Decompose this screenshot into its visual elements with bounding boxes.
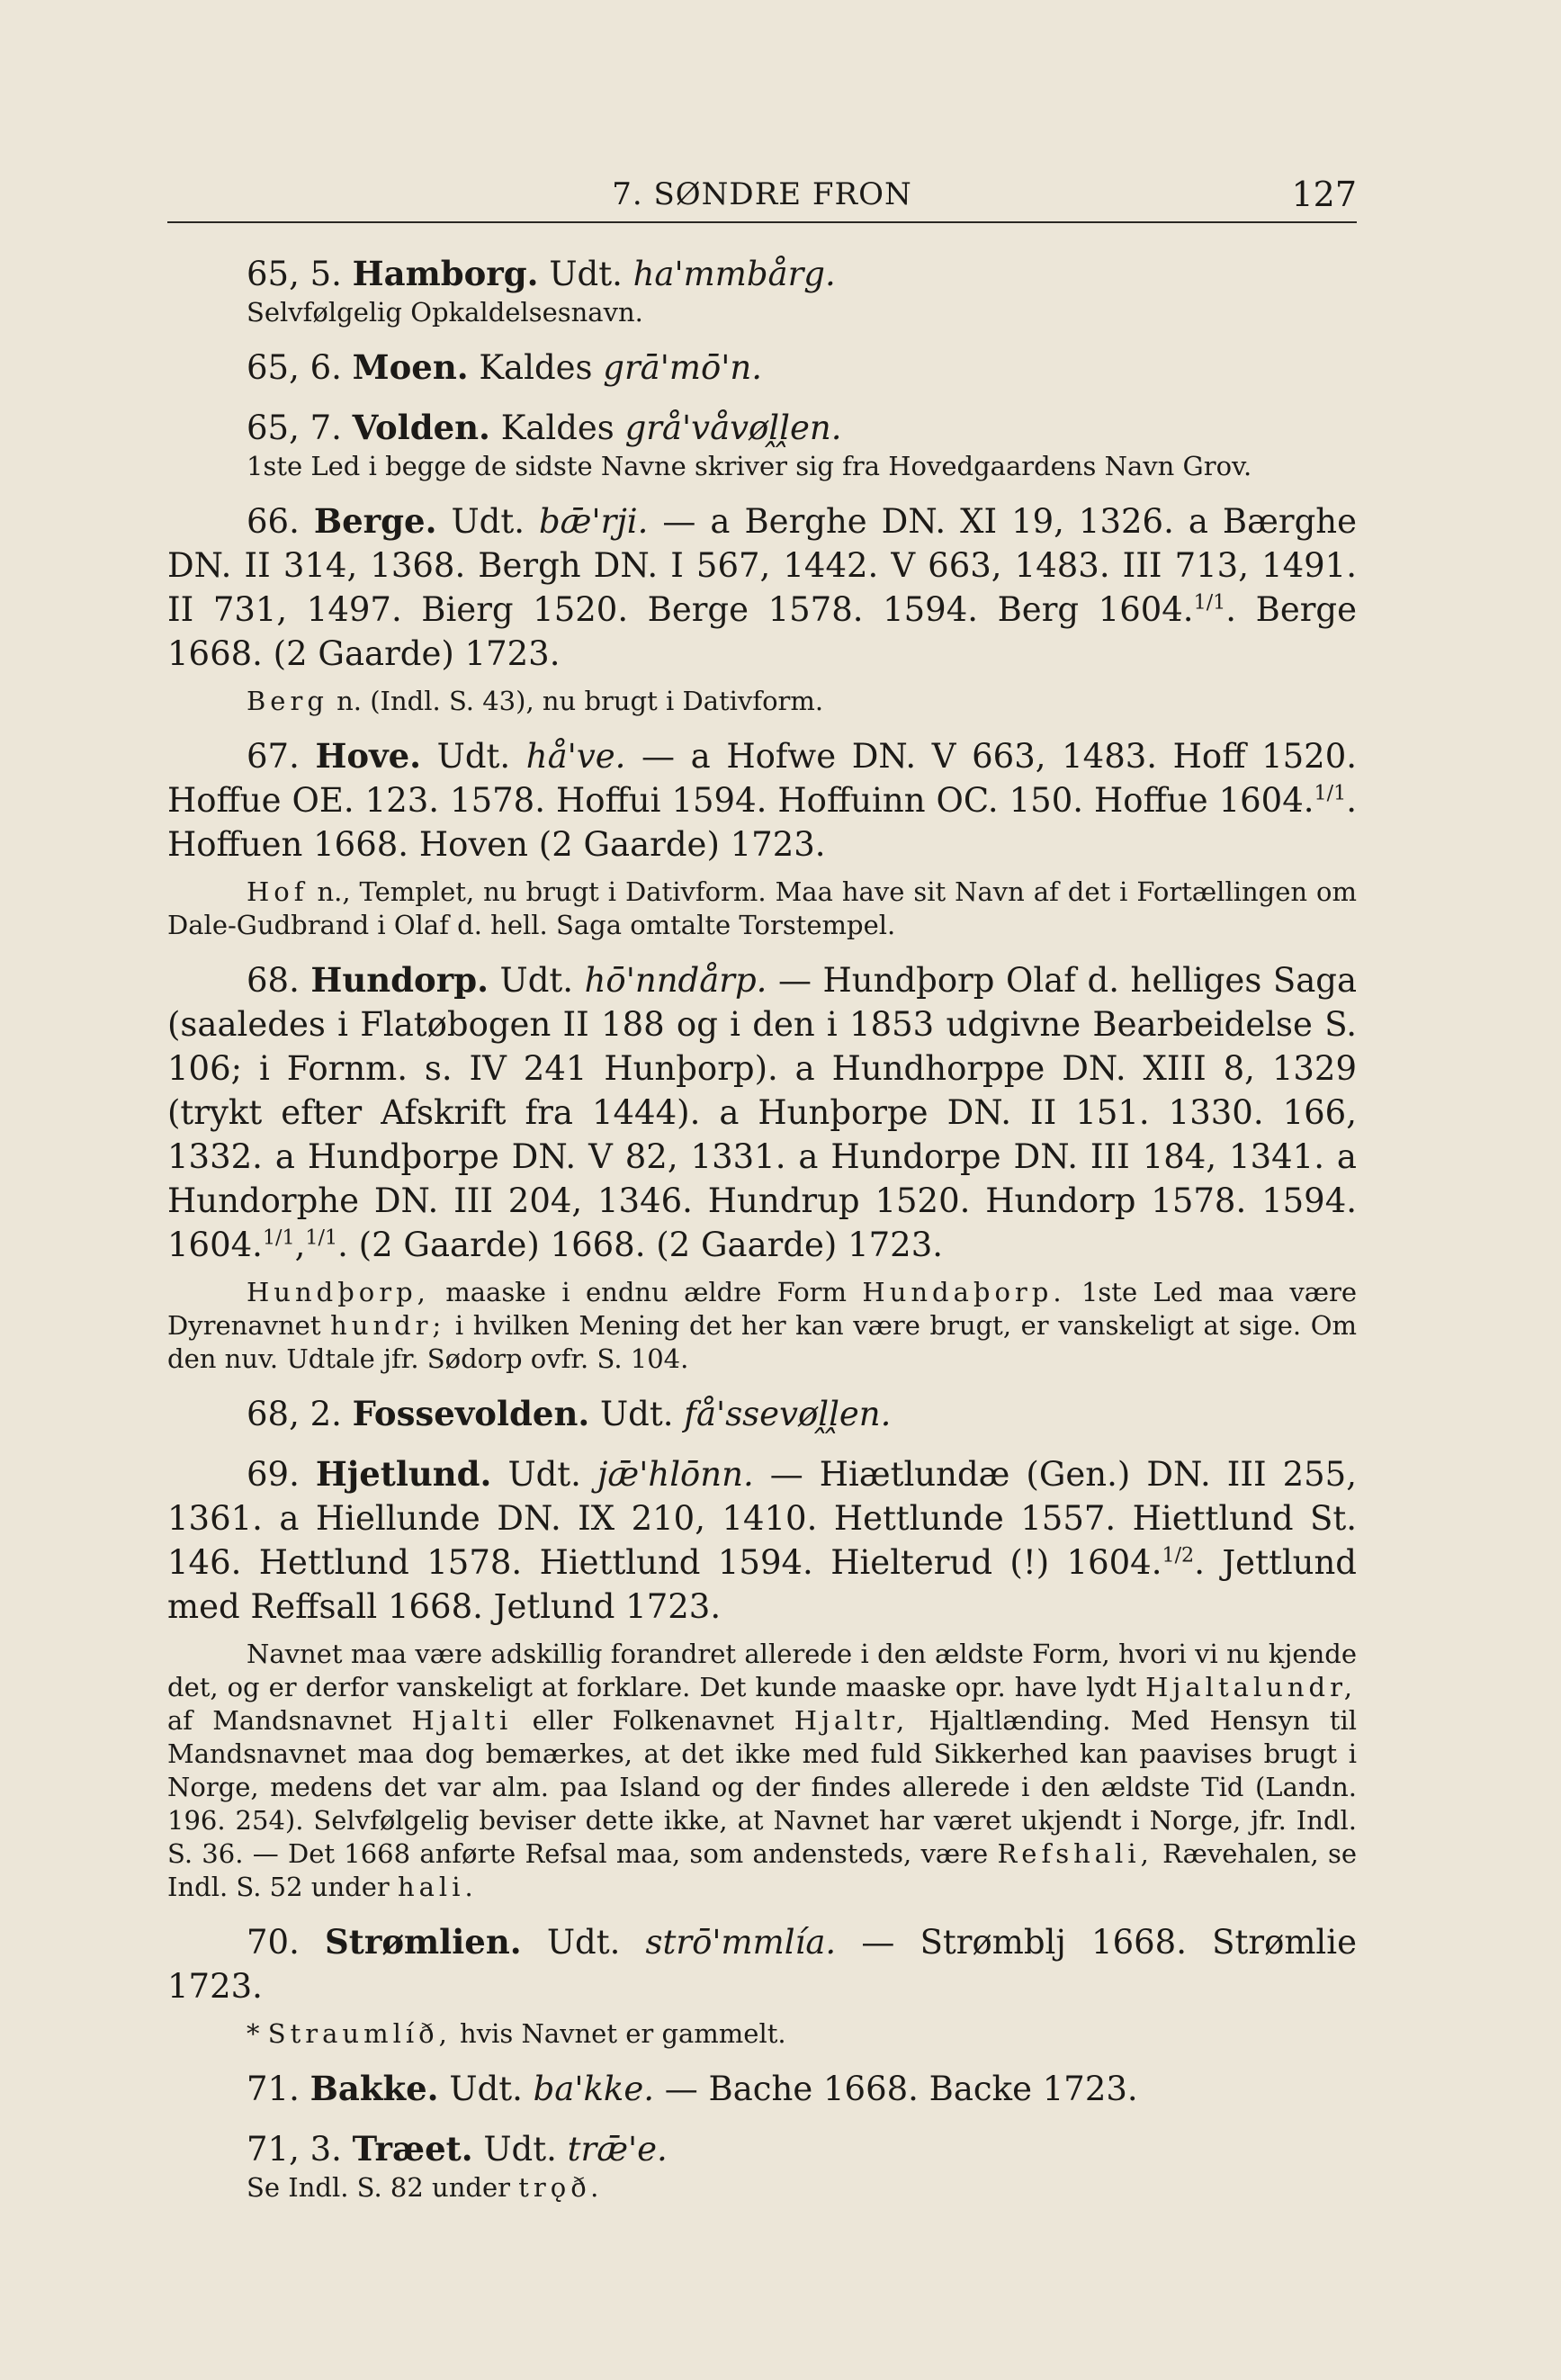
note-text: i hvilken Mening det her kan være brugt, er vanskeligt at sige. Om den nuv. Udtale jfr. Sødorp ovfr. S. 104. [167,1310,1357,1374]
entry-note [167,2171,1357,2205]
entry-name: Moen. [352,347,469,387]
entry-name: Bakke. [310,2069,439,2108]
entry-number: 65, 5. [247,255,342,293]
fraction: 1/1 [1314,781,1347,805]
spaced-term: Hundþorp, [247,1277,430,1307]
note-text: n., Templet, nu brugt i Dativform. Maa have sit Navn af det i Fortællingen om Dale-Gudbrand i Olaf d. hell. Saga omtalte Torstempel. [167,876,1358,940]
entry-number: 66. [247,502,300,541]
note-text: 1ste Led maa være Dyrenavnet [167,1277,1357,1341]
entry-note [167,2017,1357,2051]
entry-67 [167,734,1357,942]
udt-label: Udt. [546,1923,621,1962]
page-number: 127 [1291,175,1357,214]
udt-label: Udt. [436,737,511,776]
spaced-term: hali. [397,1872,478,1902]
entry-name: Træet. [352,2129,473,2169]
pronunciation: jǣ'hlōnn. [597,1455,754,1494]
pronunciation: grā'mō'n. [603,348,763,387]
udt-label: Udt. [507,1455,581,1494]
entry-71 [167,2067,1357,2111]
entry-note: 1ste Led i begge de sidste Navne skriver sig fra Hovedgaardens Navn Grov. [247,451,1252,481]
entry-number: 71, 3. [247,2130,342,2169]
entry-number: 70. [247,1923,300,1962]
attestations-cont: . Berge 1668. (2 Gaarde) 1723. [167,590,1357,673]
entry-note [167,685,1357,718]
entry-heading [167,346,1357,390]
udt-label: Udt. [483,2130,557,2169]
spaced-term: hundr; [330,1310,446,1341]
attestations-cont: . Jettlund med Reffsall 1668. Jetlund 1723. [167,1543,1357,1626]
entry-text [167,1920,1357,2008]
entry-name: Volden. [352,408,490,447]
entry-note [167,1638,1357,1904]
kaldes-label: Kaldes [479,348,593,387]
pronunciation: strō'mmlía. [645,1923,837,1962]
spaced-term: Hjaltalundr, [1145,1672,1357,1702]
note-text: Rævehalen, se Indl. S. 52 under [167,1838,1357,1902]
note-text: maaske i endnu ældre Form [429,1277,863,1307]
fraction: 1/1 [305,1226,338,1250]
fraction: 1/1 [262,1226,295,1250]
fraction: 1/1 [1193,590,1226,615]
pronunciation: grå'våvøḽḽen. [624,409,842,447]
entry-note [167,1276,1357,1376]
entry-name: Hjetlund. [315,1454,492,1494]
entry-name: Hundorp. [310,960,489,1000]
entry-number: 68. [247,961,300,1000]
udt-label: Udt. [549,255,623,293]
entry-heading [167,252,1357,296]
entry-65-6 [167,346,1357,390]
entry-65-7 [167,406,1357,483]
separator: , [294,1226,306,1264]
note-text: hvis Navnet er gammelt. [460,2018,786,2049]
kaldes-label: Kaldes [500,409,615,447]
pronunciation: trǣ'e. [567,2130,668,2169]
running-head: 7. SØNDRE FRON [612,176,912,212]
entry-text [167,499,1357,676]
entry-heading [167,406,1357,450]
entry-heading [167,1392,1357,1436]
spaced-term: Hjalti [411,1705,513,1736]
entry-text [167,734,1357,867]
entry-note: Selvfølgelig Opkaldelsesnavn. [247,297,643,328]
pronunciation: bǣ'rji. [539,502,649,541]
pronunciation: ba'kke. [533,2070,655,2108]
entry-number: 71. [247,2070,300,2108]
spaced-term: Hjaltr, [794,1705,910,1736]
entry-number: 65, 6. [247,348,342,387]
entry-68 [167,958,1357,1376]
entry-heading [167,2127,1357,2171]
attestations: — a Berghe DN. XI 19, 1326. a Bærghe DN. II 314, 1368. Bergh DN. I 567, 1442. V 663, 1483. III 713, 1491. II 731, 1497. Bierg 1520. Berge 1578. 1594. Berg 1604. [167,502,1358,629]
pronunciation: hå've. [525,737,626,776]
note-text: Hjaltlænding. Med Hensyn til Mandsnavnet maa dog bemærkes, at det ikke med fuld Sikkerhed kan paavises brugt i Norge, medens det var alm. paa Island og der findes allerede i den ældste Tid (Landn. 196. 254). Selvfølgelig beviser dette ikke, at Navnet har været ukjendt i Norge, jfr. Indl. S. 36. — Det 1668 anførte Refsal maa, som andensteds, være [167,1705,1357,1869]
entry-name: Hamborg. [352,254,539,293]
note-text: Se Indl. S. 82 under [247,2172,519,2203]
entry-name: Strømlien. [325,1922,522,1962]
spaced-term: trǫð. [518,2172,604,2203]
note-text: eller Folkenavnet [512,1705,794,1736]
entry-70 [167,1920,1357,2051]
spaced-term: Berg [247,686,328,716]
entry-number: 65, 7. [247,409,342,447]
entry-name: Fossevolden. [352,1394,590,1433]
attestations: — Hiætlundæ (Gen.) DN. III 255, 1361. a Hiellunde DN. IX 210, 1410. Hettlunde 1557. Hiettlund St. 146. Hettlund 1578. Hiettlund 1594. Hielterud (!) 1604. [167,1455,1357,1582]
udt-label: Udt. [499,961,574,1000]
spaced-term: Refshali, [997,1838,1153,1869]
udt-label: Udt. [449,2070,523,2108]
note-text: Navnet maa være adskillig forandret allerede i den ældste Form, hvori vi nu kjende det, og er derfor vanskeligt at forklare. Det kunde maaske opr. have lydt [167,1639,1357,1702]
asterisk: * [247,2018,260,2049]
entry-text [167,1452,1357,1629]
page-body [167,252,1357,2205]
entry-number: 67. [247,737,300,776]
entry-note [167,876,1357,942]
pronunciation: hō'nndårp. [584,961,767,1000]
pronunciation: ha'mmbårg. [632,255,836,293]
spaced-term: Hundaþorp. [862,1277,1066,1307]
entry-65-5 [167,252,1357,329]
attestations: — Strømblj 1668. Strømlie 1723. [167,1923,1357,2006]
entry-name: Berge. [313,501,437,541]
attestations-cont: . (2 Gaarde) 1668. (2 Gaarde) 1723. [337,1226,944,1264]
entry-69 [167,1452,1357,1904]
attestations: — Hundþorp Olaf d. helliges Saga (saaledes i Flatøbogen II 188 og i den i 1853 udgivne Bearbeidelse S. 106; i Fornm. s. IV 241 Hunþorp). a Hundhorppe DN. XIII 8, 1329 (trykt efter Afskrift fra 1444). a Hunþorpe DN. II 151. 1330. 166, 1332. a Hundþorpe DN. V 82, 1331. a Hundorpe DN. III 184, 1341. a Hundorphe DN. III 204, 1346. Hundrup 1520. Hundorp 1578. 1594. 1604. [167,961,1358,1264]
entry-66 [167,499,1357,718]
udt-label: Udt. [451,502,525,541]
entry-number: 68, 2. [247,1395,342,1433]
page-header [167,171,1357,223]
spaced-term: Hof [247,876,309,907]
pronunciation: få'ssevøḽḽen. [684,1395,892,1433]
entry-71-3 [167,2127,1357,2205]
attestations: — Bache 1668. Backe 1723. [664,2070,1138,2108]
attestations: — a Hofwe DN. V 663, 1483. Hoff 1520. Hoffue OE. 123. 1578. Hoffui 1594. Hoffuinn OC. 150. Hoffue 1604. [167,737,1358,820]
entry-text [167,958,1357,1267]
spaced-term: Straumlíð, [267,2018,452,2049]
attestations-cont: . Hoffuen 1668. Hoven (2 Gaarde) 1723. [167,781,1357,864]
note-text: n. (Indl. S. 43), nu brugt i Dativform. [336,686,824,716]
entry-68-2 [167,1392,1357,1436]
entry-text [167,2067,1357,2111]
fraction: 1/2 [1162,1543,1195,1567]
entry-name: Hove. [315,736,422,776]
entry-number: 69. [247,1455,300,1494]
note-text: af Mandsnavnet [167,1705,412,1736]
udt-label: Udt. [600,1395,674,1433]
